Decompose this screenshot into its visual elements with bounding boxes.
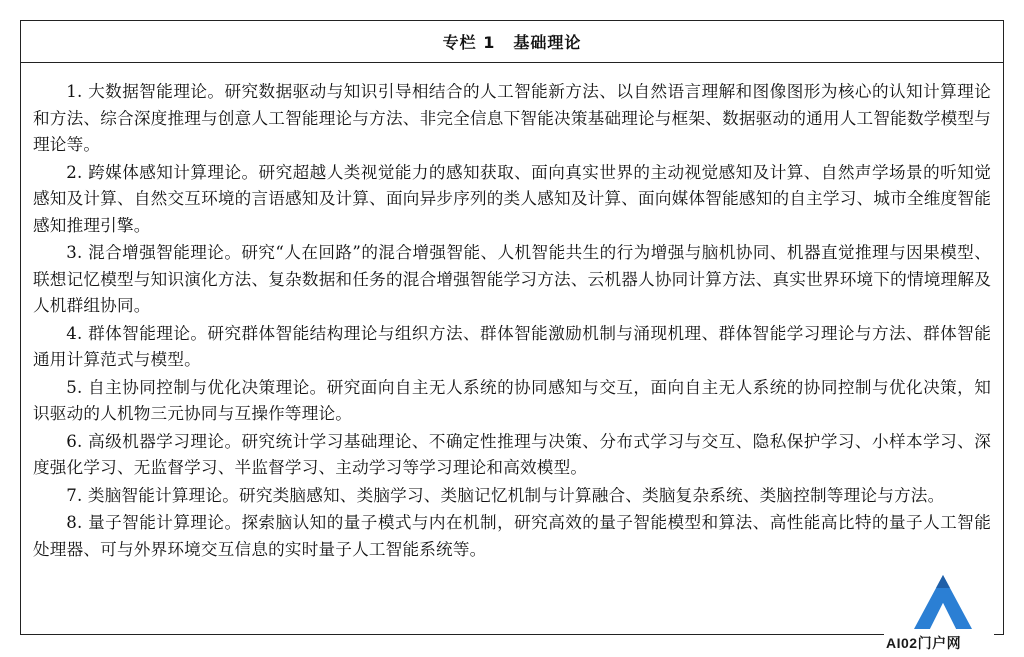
- column-header: [21, 21, 1003, 63]
- column-box: [20, 20, 1004, 635]
- paragraph-7: 7. 类脑智能计算理论。研究类脑感知、类脑学习、类脑记忆机制与计算融合、类脑复杂系统、类脑控制等理论与方法。: [66, 485, 945, 505]
- paragraph-1: 1. 大数据智能理论。研究数据驱动与知识引导相结合的人工智能新方法、以自然语言理解和图像图形为核心的认知计算理论和方法、综合深度推理与创意人工智能理论与方法、非完全信息下智能决策基础理论与框架、数据驱动的通用人工智能数学模型与理论等。: [33, 82, 991, 154]
- logo-mark-icon: [912, 573, 974, 631]
- column-label: 专栏 1: [442, 33, 496, 52]
- paragraph-2: 2. 跨媒体感知计算理论。研究超越人类视觉能力的感知获取、面向真实世界的主动视觉感知及计算、自然声学场景的听知觉感知及计算、自然交互环境的言语感知及计算、面向异步序列的类人感知及计算、面向媒体智能感知的自主学习、城市全维度智能感知推理引擎。: [33, 162, 991, 235]
- paragraph-3: 3. 混合增强智能理论。研究“人在回路”的混合增强智能、人机智能共生的行为增强与脑机协同、机器直觉推理与因果模型、联想记忆模型与知识演化方法、复杂数据和任务的混合增强智能学习方法、云机器人协同计算方法、真实世界环境下的情境理解及人机群组协同。: [33, 243, 991, 315]
- column-title: 基础理论: [513, 33, 582, 52]
- watermark-text: AI02门户网: [886, 635, 962, 651]
- column-content: [21, 63, 1003, 563]
- paragraph-6: 6. 高级机器学习理论。研究统计学习基础理论、不确定性推理与决策、分布式学习与交互、隐私保护学习、小样本学习、深度强化学习、无监督学习、半监督学习、主动学习等学习理论和高效模型。: [33, 431, 991, 477]
- paragraph-5: 5. 自主协同控制与优化决策理论。研究面向自主无人系统的协同感知与交互，面向自主无人系统的协同控制与优化决策，知识驱动的人机物三元协同与互操作等理论。: [33, 377, 991, 423]
- paragraph-4: 4. 群体智能理论。研究群体智能结构理论与组织方法、群体智能激励机制与涌现机理、群体智能学习理论与方法、群体智能通用计算范式与模型。: [33, 323, 991, 369]
- paragraph-8: 8. 量子智能计算理论。探索脑认知的量子模式与内在机制，研究高效的量子智能模型和算法、高性能高比特的量子人工智能处理器、可与外界环境交互信息的实时量子人工智能系统等。: [33, 513, 991, 559]
- watermark-logo: [884, 573, 994, 653]
